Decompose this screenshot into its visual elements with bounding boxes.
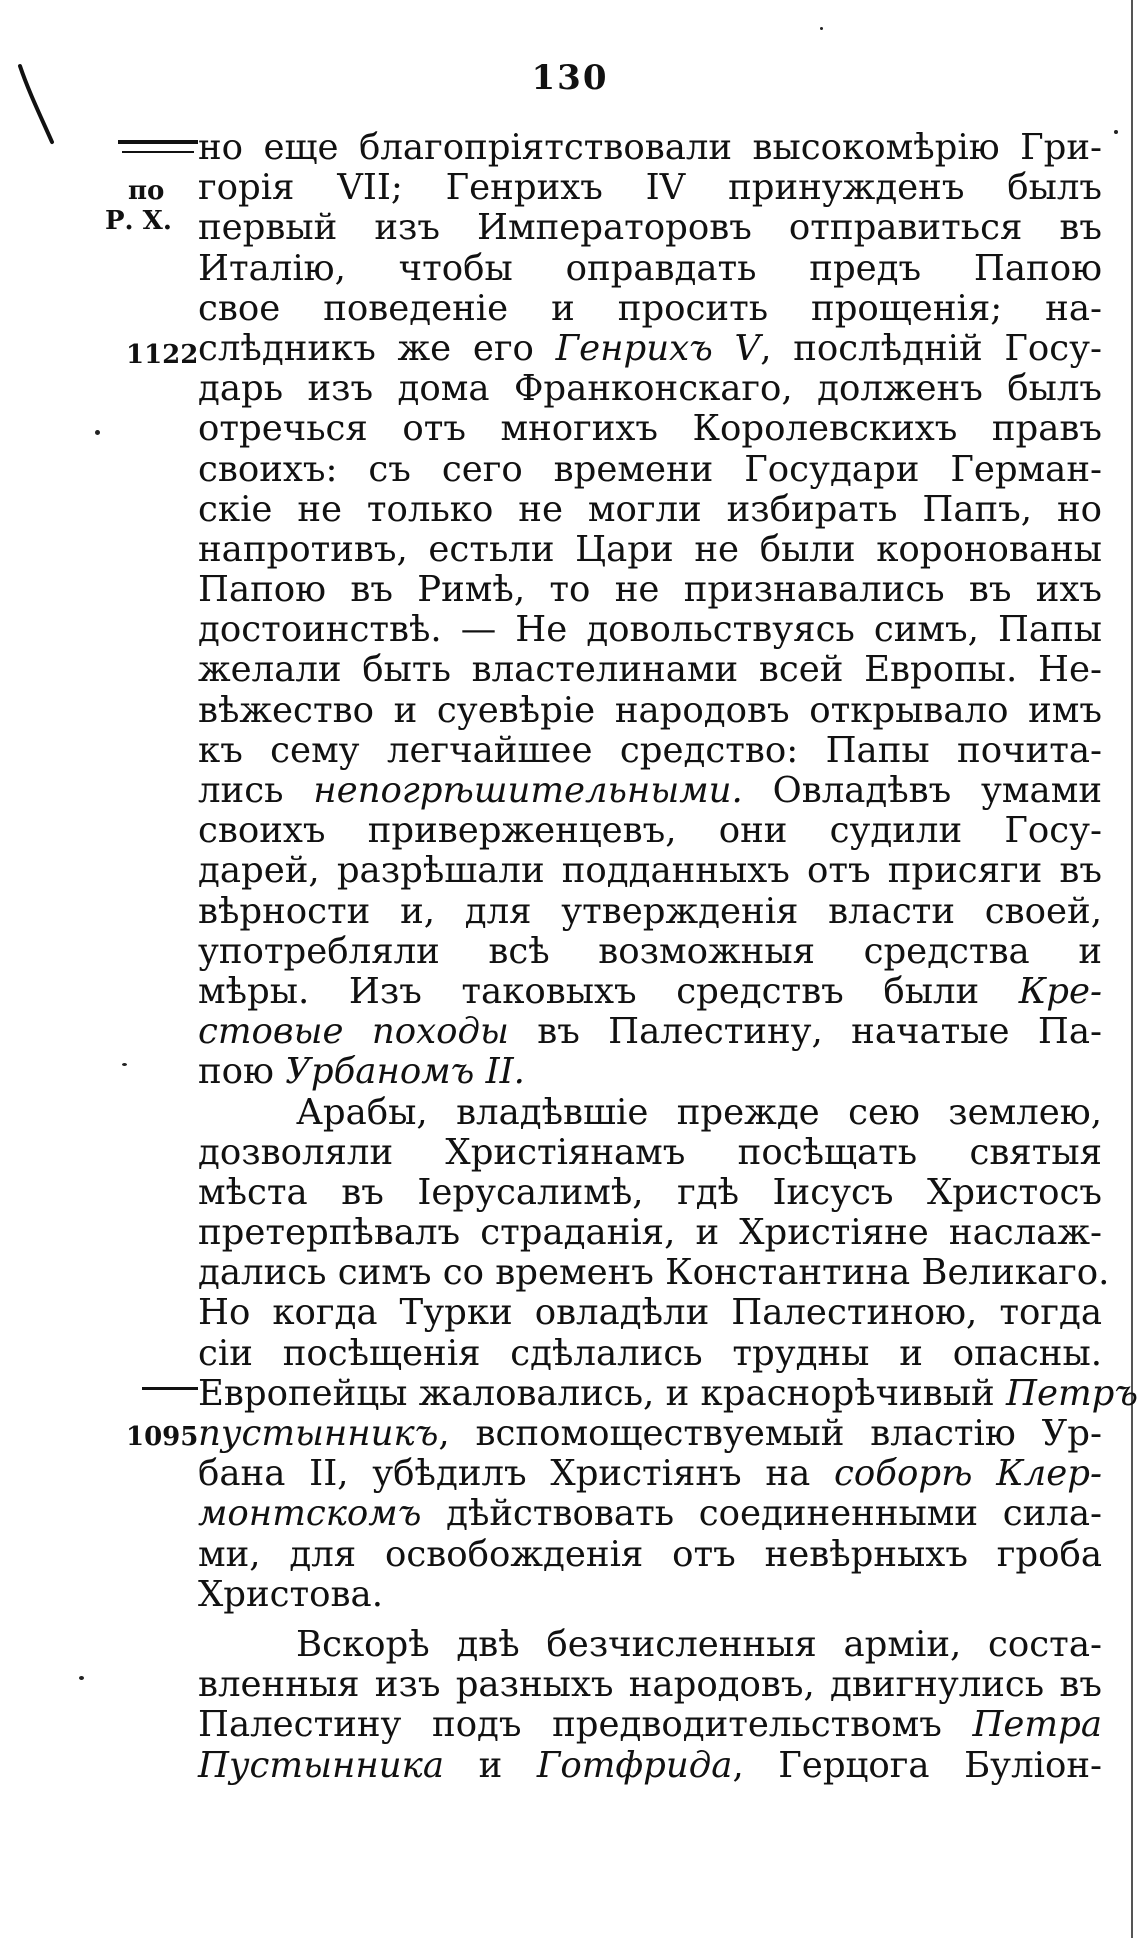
italic-name: Урбаномъ II. bbox=[285, 1051, 525, 1093]
italic-term: непогрѣшительными. bbox=[313, 770, 743, 811]
text-line: но еще благопріятствовали высокомѣрію Гри- bbox=[198, 127, 1102, 168]
text-line bbox=[198, 1705, 1102, 1745]
text-run: Овладѣвъ умами bbox=[742, 770, 1102, 811]
text-line: напротивъ, естьли Цари не были коронованы bbox=[198, 528, 1102, 570]
speck bbox=[820, 27, 823, 30]
text-run: , послѣдній Госу- bbox=[760, 327, 1103, 369]
text-line: горія VII; Генрихъ IV принужденъ былъ bbox=[198, 167, 1102, 209]
text-line: дарь изъ дома Франконскаго, долженъ былъ bbox=[198, 368, 1102, 410]
text-line: вѣрности и, для утвержденія власти своей, bbox=[198, 890, 1102, 932]
marginal-rule-top bbox=[118, 140, 198, 144]
text-line: употребляли всѣ возможныя средства и bbox=[198, 930, 1102, 972]
text-line bbox=[198, 1746, 1102, 1786]
text-line: скіе не только не могли избирать Папъ, но bbox=[198, 488, 1102, 530]
italic-name: пустынникъ bbox=[198, 1413, 439, 1454]
text-line: дозволяли Христіянамъ посѣщать святыя bbox=[198, 1131, 1102, 1173]
italic-name: Пустынника bbox=[198, 1744, 445, 1786]
margin-era-line2: Р. Х. bbox=[105, 206, 172, 236]
text-line: сіи посѣщенія сдѣлались трудны и опасны. bbox=[198, 1332, 1102, 1374]
text-line: Вскорѣ двѣ безчисленныя арміи, соста- bbox=[296, 1623, 1102, 1665]
italic-term: монтскомъ bbox=[198, 1493, 422, 1535]
marginal-rule-bottom bbox=[142, 1387, 198, 1390]
text-line bbox=[198, 329, 1102, 369]
text-line bbox=[198, 1372, 1138, 1414]
margin-era-line1: по bbox=[128, 176, 165, 206]
text-line: свое поведеніе и просить прощенія; на- bbox=[198, 287, 1102, 329]
text-run: слѣдникъ же его bbox=[198, 327, 556, 369]
text-run: , вспомоществуемый властію Ур- bbox=[438, 1413, 1102, 1454]
text-line: вленныя изъ разныхъ народовъ, двигнулись въ bbox=[198, 1664, 1102, 1706]
marginal-rule-top-2 bbox=[122, 151, 194, 153]
italic-term: соборѣ Клер- bbox=[834, 1453, 1102, 1495]
text-line: желали быть властелинами всей Европы. Не- bbox=[198, 649, 1102, 691]
text-line: первый изъ Императоровъ отправиться въ bbox=[198, 207, 1102, 249]
text-run: , Герцога Буліон- bbox=[732, 1744, 1102, 1786]
italic-name: Петра bbox=[972, 1704, 1102, 1746]
text-line: мѣста въ Іерусалимѣ, гдѣ Іисусъ Христосъ bbox=[198, 1171, 1102, 1213]
text-run: пою bbox=[198, 1051, 286, 1093]
italic-term: Кре- bbox=[1018, 970, 1102, 1012]
text-line: Христова. bbox=[198, 1573, 383, 1615]
text-line bbox=[198, 771, 1102, 811]
text-line bbox=[198, 1454, 1102, 1494]
text-line bbox=[198, 1012, 1102, 1052]
speck bbox=[95, 430, 100, 435]
italic-term: стовые походы bbox=[198, 1011, 509, 1053]
text-run: мѣры. Изъ таковыхъ средствъ были bbox=[198, 970, 1019, 1012]
text-line: своихъ приверженцевъ, они судили Госу- bbox=[198, 810, 1102, 852]
text-line: дарей, разрѣшали подданныхъ отъ присяги въ bbox=[198, 850, 1102, 892]
text-line: своихъ: съ сего времени Государи Герман- bbox=[198, 448, 1102, 490]
italic-name: Петръ bbox=[1005, 1372, 1138, 1414]
page-edge-line bbox=[1131, 0, 1133, 1938]
speck bbox=[79, 1676, 84, 1680]
text-line: Италію, чтобы оправдать предъ Папою bbox=[198, 247, 1102, 289]
margin-year-1095: 1095 bbox=[126, 1422, 199, 1452]
text-line: вѣжество и суевѣріе народовъ открывало имъ bbox=[198, 689, 1102, 731]
speck bbox=[1114, 130, 1118, 134]
text-run: Европейцы жаловались, и краснорѣчивый bbox=[198, 1372, 1006, 1414]
text-line: отречься отъ многихъ Королевскихъ правъ bbox=[198, 408, 1102, 450]
speck bbox=[122, 1063, 127, 1066]
text-run: лись bbox=[198, 770, 314, 811]
text-run: въ Палестину, начатые Па- bbox=[508, 1011, 1102, 1053]
text-line: къ сему легчайшее средство: Папы почита- bbox=[198, 729, 1102, 771]
text-line: дались симъ со временъ Константина Великаго. bbox=[198, 1252, 1110, 1294]
italic-name: Генрихъ V bbox=[555, 327, 761, 369]
text-line: ми, для освобожденія отъ невѣрныхъ гроба bbox=[198, 1533, 1102, 1575]
text-line: Папою въ Римѣ, то не признавались въ ихъ bbox=[198, 569, 1102, 611]
text-run: дѣйствовать соединенными сила- bbox=[421, 1493, 1102, 1535]
margin-year-1122: 1122 bbox=[126, 340, 199, 370]
text-line bbox=[198, 1494, 1102, 1534]
italic-name: Готфрида bbox=[536, 1744, 733, 1786]
text-line: Но когда Турки овладѣли Палестиною, тогда bbox=[198, 1292, 1102, 1334]
text-line bbox=[198, 1052, 1102, 1092]
text-line: Арабы, владѣвшіе прежде сею землею, bbox=[296, 1091, 1102, 1133]
text-run: бана II, убѣдилъ Христіянъ на bbox=[198, 1453, 835, 1495]
main-text bbox=[198, 127, 1138, 1786]
text-line bbox=[198, 972, 1102, 1012]
text-line: достоинствѣ. — Не довольствуясь симъ, Папы bbox=[198, 609, 1102, 651]
text-run: и bbox=[444, 1744, 537, 1786]
page-number: 130 bbox=[531, 58, 609, 98]
text-line: претерпѣвалъ страданія, и Христіяне наслаж- bbox=[198, 1212, 1102, 1254]
text-run: Палестину подъ предводительствомъ bbox=[198, 1704, 973, 1746]
text-line bbox=[198, 1414, 1102, 1454]
